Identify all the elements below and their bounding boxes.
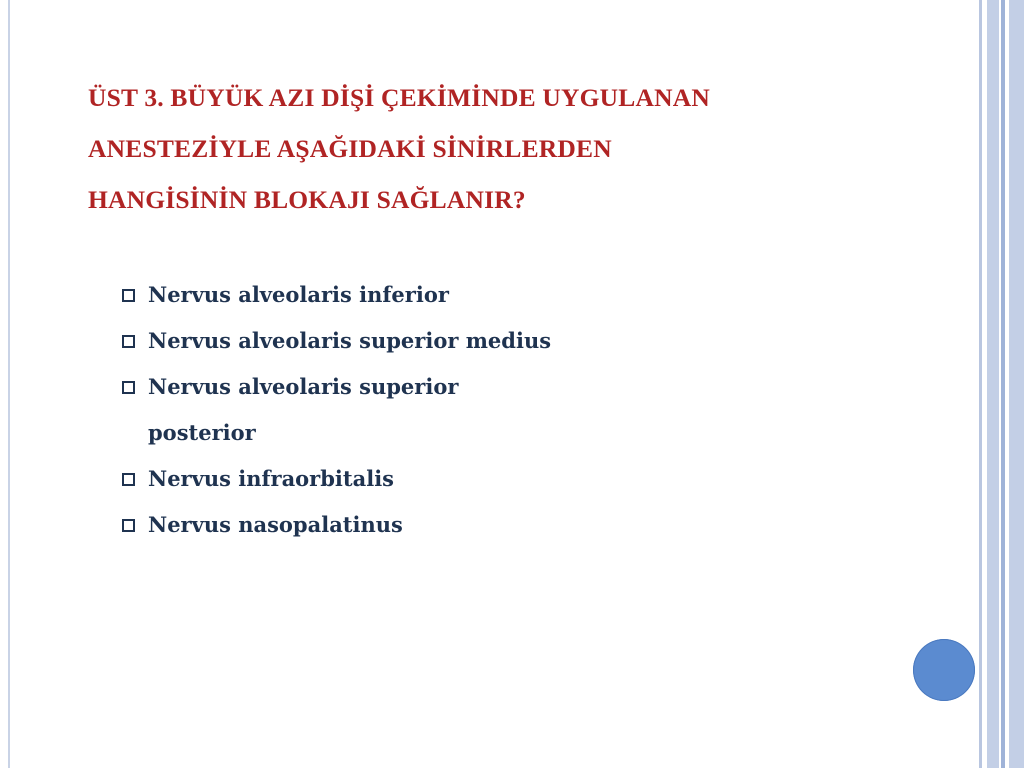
checkbox-bullet-icon xyxy=(122,289,135,302)
answer-option xyxy=(122,502,882,548)
answer-option xyxy=(122,456,882,502)
band-stripe xyxy=(987,0,999,768)
left-border-line xyxy=(8,0,10,768)
answer-option-text: Nervus alveolaris superior medius xyxy=(148,328,552,353)
band-stripe xyxy=(1009,0,1024,768)
title-line: ÜST 3. BÜYÜK AZI DİŞİ ÇEKİMİNDE UYGULANAN xyxy=(88,83,710,112)
answer-option xyxy=(122,364,882,456)
decorative-circle xyxy=(913,639,975,701)
checkbox-bullet-icon xyxy=(122,473,135,486)
answer-option xyxy=(122,318,882,364)
checkbox-bullet-icon xyxy=(122,335,135,348)
title-line: ANESTEZİYLE AŞAĞIDAKİ SİNİRLERDEN xyxy=(88,134,612,163)
answer-option-text: Nervus infraorbitalis xyxy=(148,466,394,491)
title-line: HANGİSİNİN BLOKAJI SAĞLANIR? xyxy=(88,185,526,214)
answer-options-list xyxy=(122,272,882,548)
answer-option-text: Nervus alveolaris inferior xyxy=(148,282,449,307)
checkbox-bullet-icon xyxy=(122,519,135,532)
right-decorative-band xyxy=(979,0,1024,768)
question-title xyxy=(88,72,948,225)
answer-option xyxy=(122,272,882,318)
answer-option-text: Nervus nasopalatinus xyxy=(148,512,403,537)
answer-option-text: Nervus alveolaris superior posterior xyxy=(148,374,459,445)
checkbox-bullet-icon xyxy=(122,381,135,394)
